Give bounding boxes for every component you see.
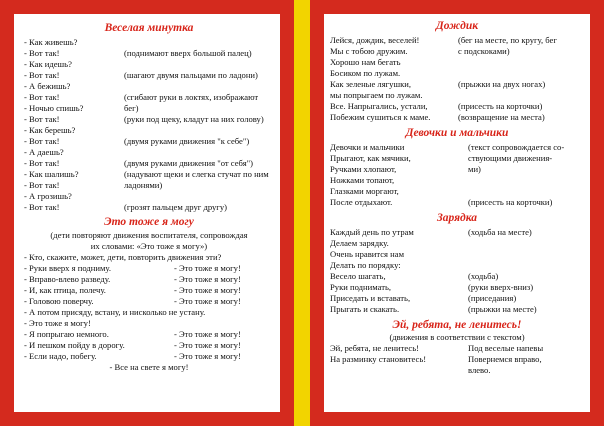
action-note: (сгибают руки в локтях, изображают bbox=[124, 92, 259, 102]
title-veselaya-minutka: Веселая минутка bbox=[104, 22, 194, 34]
line-text: Девочки и мальчики bbox=[330, 142, 405, 152]
action-note: - Это тоже я могу! bbox=[174, 274, 241, 284]
line-text: - Вот так! bbox=[24, 70, 60, 80]
text-row bbox=[330, 271, 584, 282]
text-row bbox=[330, 112, 584, 123]
right-panel-border bbox=[310, 0, 604, 426]
line-text: Прыгать и скакать. bbox=[330, 304, 400, 314]
line-text: Руки поднимать, bbox=[330, 282, 392, 292]
text-row bbox=[330, 175, 584, 186]
line-text: На разминку становитесь! bbox=[330, 354, 427, 364]
text-row bbox=[330, 142, 584, 153]
line-text: - Вот так! bbox=[24, 48, 60, 58]
title-eto-tozhe-ya-mogu: Это тоже я могу bbox=[104, 216, 194, 228]
action-note: (ходьба) bbox=[468, 271, 499, 281]
action-note: ладонями) bbox=[124, 180, 163, 190]
action-note: (двумя руками движения "от себя") bbox=[124, 158, 254, 168]
line-text: Босиком по лужам. bbox=[330, 68, 401, 78]
line-text: - Вот так! bbox=[24, 136, 60, 146]
action-note: бег) bbox=[124, 103, 139, 113]
action-note: (двумя руками движения "к себе") bbox=[124, 136, 250, 146]
title-dozhdik: Дождик bbox=[435, 20, 479, 32]
text-row bbox=[24, 103, 274, 114]
text-row bbox=[24, 340, 274, 351]
text-row bbox=[330, 354, 584, 365]
left-panel-border bbox=[0, 0, 294, 426]
text-row bbox=[24, 274, 274, 285]
line-text: - Вот так! bbox=[24, 92, 60, 102]
line-text: - Руки вверх я подниму. bbox=[24, 263, 111, 273]
text-row bbox=[330, 293, 584, 304]
action-note: (ходьба на месте) bbox=[468, 227, 532, 237]
text-row bbox=[330, 249, 584, 260]
dozhdik-rows bbox=[330, 35, 584, 123]
text-row bbox=[330, 260, 584, 271]
line-text: - А потом присяду, встану, и нисколько не устану. bbox=[24, 307, 206, 317]
text-row bbox=[24, 169, 274, 180]
action-note: (текст сопровождается со- bbox=[468, 142, 565, 152]
action-note: (грозят пальцем друг другу) bbox=[124, 202, 227, 212]
line-text: - Вот так! bbox=[24, 180, 60, 190]
line-text: Делать по порядку: bbox=[330, 260, 401, 270]
line-text: Побежим сушиться к маме. bbox=[330, 112, 431, 122]
text-row bbox=[24, 158, 274, 169]
line-text: - Ночью спишь? bbox=[24, 103, 84, 113]
text-row bbox=[24, 70, 274, 81]
line-text: - Кто, скажите, может, дети, повторить движения эти? bbox=[24, 252, 222, 262]
text-row bbox=[330, 153, 584, 164]
intro-line-2: их словами: «Это тоже я могу») bbox=[90, 241, 208, 251]
text-row bbox=[330, 35, 584, 46]
title-devochki-i-malchiki: Девочки и мальчики bbox=[405, 127, 509, 139]
action-note: - Это тоже я могу! bbox=[174, 329, 241, 339]
action-note: (приседания) bbox=[468, 293, 517, 303]
line-text: Ручками хлопают, bbox=[330, 164, 397, 174]
text-row bbox=[24, 180, 274, 191]
text-row bbox=[24, 202, 274, 213]
text-row bbox=[330, 197, 584, 208]
line-text: Очень нравится нам bbox=[330, 249, 405, 259]
right-content bbox=[330, 20, 584, 376]
action-note: - Это тоже я могу! bbox=[174, 351, 241, 361]
text-row bbox=[24, 296, 274, 307]
text-row bbox=[24, 48, 274, 59]
ei-rebyata-subtitle: (движения в соответствии с текстом) bbox=[389, 332, 525, 342]
action-note: (прыжки на месте) bbox=[468, 304, 537, 314]
line-text: мы попрыгаем по лужам. bbox=[330, 90, 423, 100]
text-row bbox=[24, 318, 274, 329]
line-text: Эй, ребята, не ленитесь! bbox=[330, 343, 420, 353]
text-row bbox=[330, 227, 584, 238]
text-row bbox=[330, 68, 584, 79]
line-text: Хорошо нам бегать bbox=[330, 57, 401, 67]
line-text: - И пешком пойду в дорогу. bbox=[24, 340, 125, 350]
action-note: (надувают щеки и слегка стучат по ним bbox=[124, 169, 269, 179]
text-row bbox=[330, 101, 584, 112]
line-text: Каждый день по утрам bbox=[330, 227, 414, 237]
line-text: - Если надо, побегу. bbox=[24, 351, 97, 361]
text-row bbox=[24, 81, 274, 92]
text-row bbox=[330, 79, 584, 90]
action-note: (руки вверх-вниз) bbox=[468, 282, 534, 292]
line-text: - Вот так! bbox=[24, 158, 60, 168]
text-row bbox=[330, 238, 584, 249]
line-text: Все. Напрыгались, устали, bbox=[330, 101, 428, 111]
text-row bbox=[330, 304, 584, 315]
zaryadka-rows bbox=[330, 227, 584, 315]
text-row bbox=[24, 252, 274, 263]
line-text: Лейся, дождик, веселей! bbox=[330, 35, 420, 45]
text-row bbox=[330, 282, 584, 293]
text-row bbox=[24, 263, 274, 274]
right-card bbox=[324, 14, 590, 412]
line-text: - Как живешь? bbox=[24, 37, 78, 47]
line-text: - Я попрыгаю немного. bbox=[24, 329, 109, 339]
line-text: - Как идешь? bbox=[24, 59, 72, 69]
text-row bbox=[24, 92, 274, 103]
text-row bbox=[330, 46, 584, 57]
ending-line: - Все на свете я могу! bbox=[109, 362, 189, 372]
left-content bbox=[24, 22, 274, 373]
action-note: ствующими движения- bbox=[468, 153, 553, 163]
text-row bbox=[24, 307, 274, 318]
line-text: - Головою поверчу. bbox=[24, 296, 94, 306]
text-row bbox=[24, 329, 274, 340]
devochki-rows bbox=[330, 142, 584, 208]
line-text: - Вот так! bbox=[24, 202, 60, 212]
text-row bbox=[24, 285, 274, 296]
ei-rebyata-rows bbox=[330, 343, 584, 376]
text-row bbox=[330, 164, 584, 175]
action-note: (шагают двумя пальцами по ладони) bbox=[124, 70, 258, 80]
line-text: - А грозишь? bbox=[24, 191, 72, 201]
line-text: Ножками топают, bbox=[330, 175, 395, 185]
line-text: После отдыхают. bbox=[330, 197, 393, 207]
action-note: (прыжки на двух ногах) bbox=[458, 79, 546, 89]
line-text: - А даешь? bbox=[24, 147, 64, 157]
action-note: - Это тоже я могу! bbox=[174, 263, 241, 273]
line-text: - Как берешь? bbox=[24, 125, 76, 135]
action-note: (поднимают вверх большой палец) bbox=[124, 48, 252, 58]
line-text: Весело шагать, bbox=[330, 271, 386, 281]
text-row bbox=[330, 186, 584, 197]
line-text: - Как шалишь? bbox=[24, 169, 79, 179]
line-text: - Вправо-влево разведу. bbox=[24, 274, 111, 284]
text-row bbox=[330, 343, 584, 354]
action-note: Повернемся вправо, bbox=[468, 354, 542, 364]
text-row bbox=[24, 37, 274, 48]
action-note: (возвращение на места) bbox=[458, 112, 545, 122]
title-zaryadka: Зарядка bbox=[436, 212, 478, 224]
line-text: Как зеленые лягушки, bbox=[330, 79, 412, 89]
line-text: - И, как птица, полечу. bbox=[24, 285, 106, 295]
title-ei-rebyata: Эй, ребята, не ленитесь! bbox=[392, 319, 522, 331]
left-card bbox=[14, 14, 280, 412]
action-note: (присесть на корточки) bbox=[458, 101, 543, 111]
line-text: Делаем зарядку. bbox=[330, 238, 389, 248]
action-note: - Это тоже я могу! bbox=[174, 285, 241, 295]
line-text: - А бежишь? bbox=[24, 81, 71, 91]
eto-tozhe-rows bbox=[24, 252, 274, 362]
line-text: Приседать и вставать, bbox=[330, 293, 411, 303]
text-row bbox=[24, 136, 274, 147]
text-row bbox=[330, 90, 584, 101]
action-note: (руки под щеку, кладут на них голову) bbox=[124, 114, 264, 124]
action-note: влево. bbox=[468, 365, 491, 375]
intro-line-1: (дети повторяют движения воспитателя, сопровождая bbox=[50, 230, 248, 240]
action-note: (присесть на корточки) bbox=[468, 197, 553, 207]
action-note: (бег на месте, по кругу, бег bbox=[458, 35, 557, 45]
line-text: - Вот так! bbox=[24, 114, 60, 124]
action-note: - Это тоже я могу! bbox=[174, 340, 241, 350]
action-note: Под веселые напевы bbox=[468, 343, 544, 353]
text-row bbox=[24, 125, 274, 136]
action-note: ми) bbox=[468, 164, 481, 174]
line-text: Глазками моргают, bbox=[330, 186, 399, 196]
text-row bbox=[24, 59, 274, 70]
action-note: с подскоками) bbox=[458, 46, 510, 56]
text-row bbox=[330, 57, 584, 68]
text-row bbox=[24, 114, 274, 125]
veselaya-minutka-rows bbox=[24, 37, 274, 213]
text-row bbox=[24, 147, 274, 158]
text-row bbox=[330, 365, 584, 376]
text-row bbox=[24, 191, 274, 202]
line-text: - Это тоже я могу! bbox=[24, 318, 91, 328]
text-row bbox=[24, 351, 274, 362]
action-note: - Это тоже я могу! bbox=[174, 296, 241, 306]
line-text: Прыгают, как мячики, bbox=[330, 153, 411, 163]
line-text: Мы с тобою дружим. bbox=[330, 46, 408, 56]
